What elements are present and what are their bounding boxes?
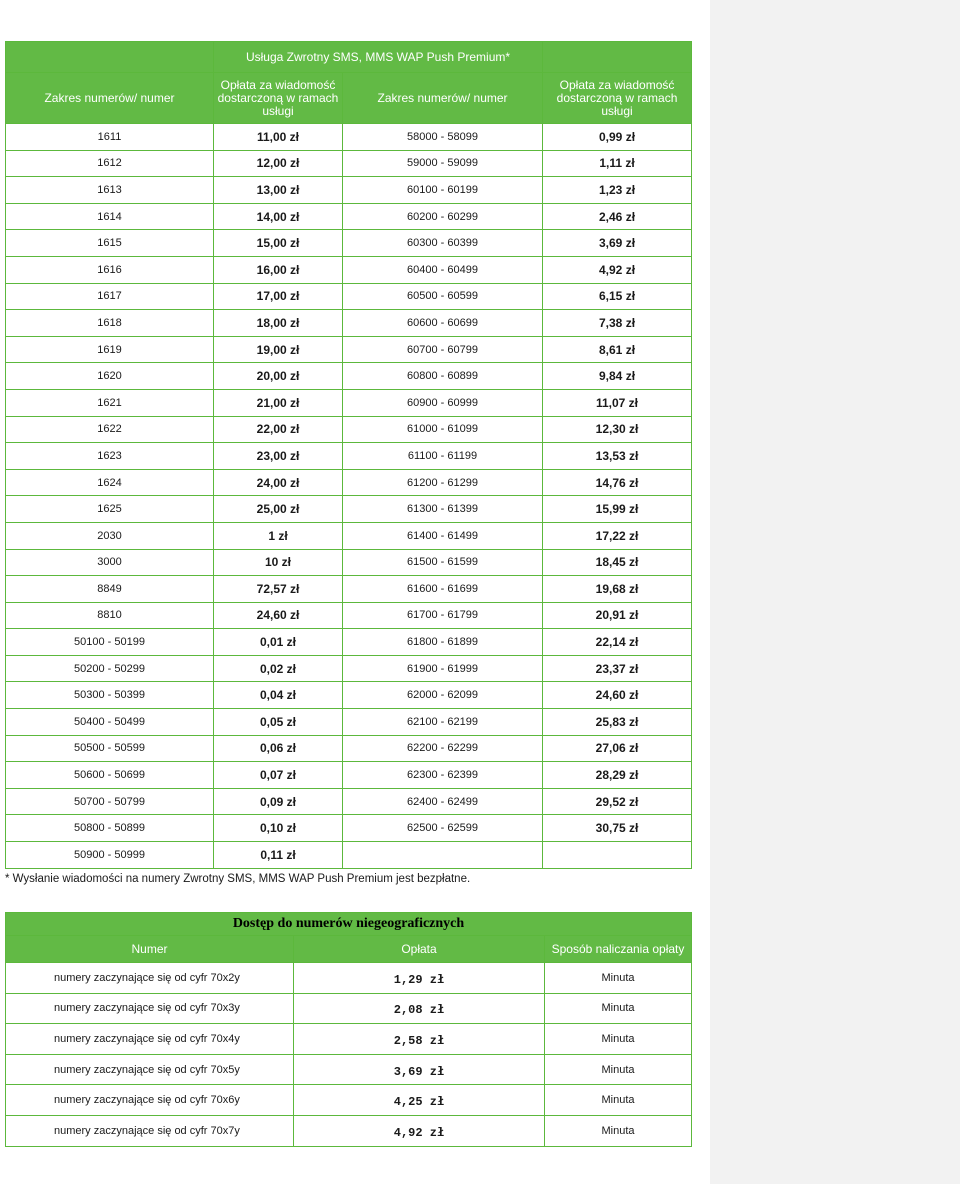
table-row [6, 963, 692, 994]
fee-cell: 0,07 zł [214, 762, 343, 789]
fee-cell: 30,75 zł [543, 815, 692, 842]
fee-cell: 6,15 zł [543, 283, 692, 310]
number-range-cell: 60100 - 60199 [343, 177, 543, 204]
fee-cell: 22,00 zł [214, 416, 343, 443]
fee-cell: 4,92 zł [294, 1115, 545, 1146]
number-range-cell: 61000 - 61099 [343, 416, 543, 443]
number-range-cell: 58000 - 58099 [343, 124, 543, 151]
number-range-cell: 1612 [6, 150, 214, 177]
fee-cell: 23,37 zł [543, 655, 692, 682]
number-range-cell: 1611 [6, 124, 214, 151]
number-range-cell: 60200 - 60299 [343, 203, 543, 230]
fee-cell: 2,08 zł [294, 993, 545, 1024]
table-row [6, 762, 692, 789]
fee-cell: 20,00 zł [214, 363, 343, 390]
billing-method-cell: Minuta [545, 1024, 692, 1055]
fee-cell: 21,00 zł [214, 389, 343, 416]
fee-cell: 72,57 zł [214, 576, 343, 603]
fee-cell: 15,00 zł [214, 230, 343, 257]
column-header-fee: Opłata za wiadomość dostarczoną w ramach usługi [543, 73, 692, 124]
number-range-cell: 59000 - 59099 [343, 150, 543, 177]
table-row [6, 788, 692, 815]
number-prefix-cell: numery zaczynające się od cyfr 70x6y [6, 1085, 294, 1116]
table-row [6, 1085, 692, 1116]
number-range-cell: 1622 [6, 416, 214, 443]
fee-cell: 14,00 zł [214, 203, 343, 230]
billing-method-cell: Minuta [545, 1115, 692, 1146]
number-range-cell: 61100 - 61199 [343, 443, 543, 470]
fee-cell: 17,22 zł [543, 522, 692, 549]
billing-method-cell: Minuta [545, 1054, 692, 1085]
fee-cell: 0,05 zł [214, 709, 343, 736]
table-row [6, 203, 692, 230]
number-range-cell: 50700 - 50799 [6, 788, 214, 815]
fee-cell: 9,84 zł [543, 363, 692, 390]
table-row [6, 522, 692, 549]
fee-cell: 0,11 zł [214, 842, 343, 869]
table-row [6, 655, 692, 682]
table-row [6, 256, 692, 283]
number-range-cell: 61600 - 61699 [343, 576, 543, 603]
number-range-cell: 60600 - 60699 [343, 310, 543, 337]
fee-cell: 11,07 zł [543, 389, 692, 416]
fee-cell: 20,91 zł [543, 602, 692, 629]
service-title: Usługa Zwrotny SMS, MMS WAP Push Premium* [214, 42, 543, 73]
fee-cell: 1,23 zł [543, 177, 692, 204]
table-row [6, 283, 692, 310]
number-range-cell: 1619 [6, 336, 214, 363]
table-row [6, 629, 692, 656]
column-header-fee: Opłata za wiadomość dostarczoną w ramach usługi [214, 73, 343, 124]
fee-cell: 13,00 zł [214, 177, 343, 204]
number-range-cell: 61400 - 61499 [343, 522, 543, 549]
fee-cell [543, 842, 692, 869]
fee-cell: 23,00 zł [214, 443, 343, 470]
fee-cell: 18,00 zł [214, 310, 343, 337]
fee-cell: 19,00 zł [214, 336, 343, 363]
number-range-cell: 8810 [6, 602, 214, 629]
table-row [6, 177, 692, 204]
table-row [6, 815, 692, 842]
number-range-cell: 50200 - 50299 [6, 655, 214, 682]
fee-cell: 22,14 zł [543, 629, 692, 656]
number-range-cell [343, 842, 543, 869]
non-geographic-numbers-table [5, 912, 692, 1147]
table-row [6, 576, 692, 603]
fee-cell: 0,01 zł [214, 629, 343, 656]
table-row [6, 602, 692, 629]
fee-cell: 25,83 zł [543, 709, 692, 736]
fee-cell: 8,61 zł [543, 336, 692, 363]
number-range-cell: 50600 - 50699 [6, 762, 214, 789]
blank-header-cell [543, 42, 692, 73]
fee-cell: 2,58 zł [294, 1024, 545, 1055]
fee-cell: 19,68 zł [543, 576, 692, 603]
number-range-cell: 61200 - 61299 [343, 469, 543, 496]
number-range-cell: 61700 - 61799 [343, 602, 543, 629]
table-row [6, 124, 692, 151]
number-prefix-cell: numery zaczynające się od cyfr 70x3y [6, 993, 294, 1024]
number-range-cell: 1613 [6, 177, 214, 204]
table-row [6, 363, 692, 390]
fee-cell: 25,00 zł [214, 496, 343, 523]
table-row [6, 1115, 692, 1146]
billing-method-cell: Minuta [545, 993, 692, 1024]
number-range-cell: 60900 - 60999 [343, 389, 543, 416]
number-range-cell: 50500 - 50599 [6, 735, 214, 762]
table-row [6, 709, 692, 736]
fee-cell: 1,11 zł [543, 150, 692, 177]
fee-cell: 24,00 zł [214, 469, 343, 496]
fee-cell: 24,60 zł [543, 682, 692, 709]
number-range-cell: 62000 - 62099 [343, 682, 543, 709]
number-range-cell: 1618 [6, 310, 214, 337]
billing-method-cell: Minuta [545, 1085, 692, 1116]
fee-cell: 1 zł [214, 522, 343, 549]
fee-cell: 15,99 zł [543, 496, 692, 523]
table-row [6, 1024, 692, 1055]
number-range-cell: 2030 [6, 522, 214, 549]
number-range-cell: 50800 - 50899 [6, 815, 214, 842]
number-range-cell: 1623 [6, 443, 214, 470]
number-range-cell: 62100 - 62199 [343, 709, 543, 736]
fee-cell: 29,52 zł [543, 788, 692, 815]
number-range-cell: 3000 [6, 549, 214, 576]
fee-cell: 0,99 zł [543, 124, 692, 151]
fee-cell: 3,69 zł [294, 1054, 545, 1085]
number-range-cell: 61800 - 61899 [343, 629, 543, 656]
number-range-cell: 50300 - 50399 [6, 682, 214, 709]
fee-cell: 0,02 zł [214, 655, 343, 682]
fee-cell: 4,25 zł [294, 1085, 545, 1116]
number-range-cell: 62300 - 62399 [343, 762, 543, 789]
number-range-cell: 60300 - 60399 [343, 230, 543, 257]
fee-cell: 17,00 zł [214, 283, 343, 310]
table-row [6, 310, 692, 337]
number-range-cell: 61500 - 61599 [343, 549, 543, 576]
number-range-cell: 8849 [6, 576, 214, 603]
number-range-cell: 62400 - 62499 [343, 788, 543, 815]
table-row [6, 1054, 692, 1085]
number-range-cell: 61900 - 61999 [343, 655, 543, 682]
fee-cell: 24,60 zł [214, 602, 343, 629]
table-row [6, 389, 692, 416]
column-header-range: Zakres numerów/ numer [343, 73, 543, 124]
table-row [6, 496, 692, 523]
number-prefix-cell: numery zaczynające się od cyfr 70x7y [6, 1115, 294, 1146]
fee-cell: 14,76 zł [543, 469, 692, 496]
number-prefix-cell: numery zaczynające się od cyfr 70x5y [6, 1054, 294, 1085]
table-row [6, 735, 692, 762]
number-prefix-cell: numery zaczynające się od cyfr 70x4y [6, 1024, 294, 1055]
blank-header-cell [6, 42, 214, 73]
number-prefix-cell: numery zaczynające się od cyfr 70x2y [6, 963, 294, 994]
fee-cell: 28,29 zł [543, 762, 692, 789]
table-row [6, 682, 692, 709]
number-range-cell: 60500 - 60599 [343, 283, 543, 310]
fee-cell: 12,00 zł [214, 150, 343, 177]
fee-cell: 0,10 zł [214, 815, 343, 842]
fee-cell: 7,38 zł [543, 310, 692, 337]
number-range-cell: 1614 [6, 203, 214, 230]
number-range-cell: 62500 - 62599 [343, 815, 543, 842]
column-header-number: Numer [6, 936, 294, 963]
column-header-billing: Sposób naliczania opłaty [545, 936, 692, 963]
footnote: * Wysłanie wiadomości na numery Zwrotny SMS, MMS WAP Push Premium jest bezpłatne. [5, 873, 471, 885]
fee-cell: 27,06 zł [543, 735, 692, 762]
number-range-cell: 1625 [6, 496, 214, 523]
fee-cell: 0,09 zł [214, 788, 343, 815]
fee-cell: 13,53 zł [543, 443, 692, 470]
fee-cell: 3,69 zł [543, 230, 692, 257]
table-row [6, 469, 692, 496]
number-range-cell: 1615 [6, 230, 214, 257]
number-range-cell: 1620 [6, 363, 214, 390]
table-row [6, 336, 692, 363]
fee-cell: 18,45 zł [543, 549, 692, 576]
billing-method-cell: Minuta [545, 963, 692, 994]
number-range-cell: 1624 [6, 469, 214, 496]
fee-cell: 0,06 zł [214, 735, 343, 762]
column-header-fee: Opłata [294, 936, 545, 963]
number-range-cell: 60800 - 60899 [343, 363, 543, 390]
number-range-cell: 50100 - 50199 [6, 629, 214, 656]
number-range-cell: 50400 - 50499 [6, 709, 214, 736]
number-range-cell: 1621 [6, 389, 214, 416]
fee-cell: 10 zł [214, 549, 343, 576]
fee-cell: 12,30 zł [543, 416, 692, 443]
number-range-cell: 1617 [6, 283, 214, 310]
fee-cell: 16,00 zł [214, 256, 343, 283]
number-range-cell: 61300 - 61399 [343, 496, 543, 523]
right-margin-panel [710, 0, 960, 1184]
number-range-cell: 50900 - 50999 [6, 842, 214, 869]
number-range-cell: 60400 - 60499 [343, 256, 543, 283]
fee-cell: 11,00 zł [214, 124, 343, 151]
fee-cell: 2,46 zł [543, 203, 692, 230]
premium-sms-rates-table [5, 41, 692, 869]
number-range-cell: 60700 - 60799 [343, 336, 543, 363]
table-row [6, 993, 692, 1024]
table-row [6, 549, 692, 576]
table-row [6, 443, 692, 470]
number-range-cell: 1616 [6, 256, 214, 283]
table-title: Dostęp do numerów niegeograficznych [6, 913, 692, 936]
fee-cell: 0,04 zł [214, 682, 343, 709]
fee-cell: 4,92 zł [543, 256, 692, 283]
table-row [6, 842, 692, 869]
column-header-range: Zakres numerów/ numer [6, 73, 214, 124]
table-row [6, 416, 692, 443]
table-row [6, 150, 692, 177]
fee-cell: 1,29 zł [294, 963, 545, 994]
number-range-cell: 62200 - 62299 [343, 735, 543, 762]
table-row [6, 230, 692, 257]
